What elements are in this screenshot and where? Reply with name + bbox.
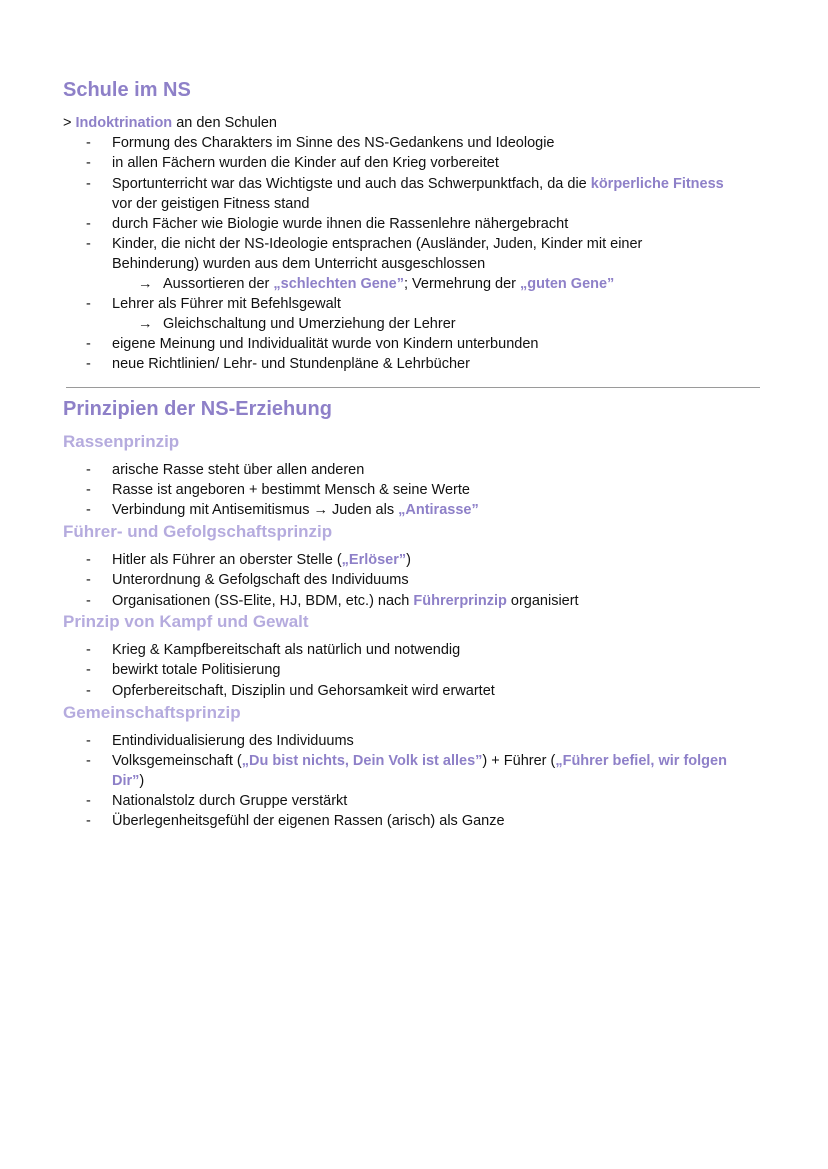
bullet-item: Entindividualisierung des Individuums bbox=[112, 733, 354, 749]
bullet-dash: - bbox=[86, 296, 91, 312]
bullet-item: eigene Meinung und Individualität wurde von Kindern unterbunden bbox=[112, 336, 539, 352]
bullet-item bbox=[112, 174, 724, 194]
bullet-item: Lehrer als Führer mit Befehlsgewalt bbox=[112, 296, 341, 312]
bullet-highlight: körperliche Fitness bbox=[590, 176, 724, 192]
arrow-icon: → bbox=[138, 316, 153, 332]
sub-text: Aussortieren der bbox=[163, 276, 274, 292]
bullet-item bbox=[112, 591, 579, 611]
bullet-highlight: Dir” bbox=[112, 773, 140, 789]
bullet-item: Krieg & Kampfbereitschaft als natürlich und notwendig bbox=[112, 642, 461, 658]
bullet-item: neue Richtlinien/ Lehr- und Stundenpläne & Lehrbücher bbox=[112, 356, 470, 372]
bullet-item-continuation bbox=[112, 771, 144, 791]
intro-prefix: > bbox=[63, 115, 76, 131]
bullet-dash: - bbox=[86, 336, 91, 352]
section-title-prinzipien: Prinzipien der NS-Erziehung bbox=[63, 398, 332, 420]
bullet-dash: - bbox=[86, 733, 91, 749]
bullet-dash: - bbox=[86, 236, 91, 252]
bullet-dash: - bbox=[86, 462, 91, 478]
intro-line bbox=[63, 113, 277, 133]
bullet-dash: - bbox=[86, 155, 91, 171]
bullet-dash: - bbox=[86, 683, 91, 699]
sub-item: Gleichschaltung und Umerziehung der Lehrer bbox=[163, 316, 456, 332]
bullet-highlight: Führerprinzip bbox=[413, 593, 507, 609]
bullet-highlight: „Du bist nichts, Dein Volk ist alles” bbox=[241, 753, 483, 769]
bullet-item: Unterordnung & Gefolgschaft des Individuums bbox=[112, 572, 409, 588]
bullet-item: durch Fächer wie Biologie wurde ihnen die Rassenlehre nähergebracht bbox=[112, 216, 569, 232]
bullet-dash: - bbox=[86, 642, 91, 658]
bullet-dash: - bbox=[86, 135, 91, 151]
bullet-dash: - bbox=[86, 793, 91, 809]
bullet-text: organisiert bbox=[506, 593, 579, 609]
bullet-highlight: „Antirasse” bbox=[398, 502, 479, 518]
bullet-item: Nationalstolz durch Gruppe verstärkt bbox=[112, 793, 348, 809]
bullet-text: ) + Führer ( bbox=[482, 753, 556, 769]
bullet-item-continuation: vor der geistigen Fitness stand bbox=[112, 196, 310, 212]
bullet-dash: - bbox=[86, 176, 91, 192]
bullet-dash: - bbox=[86, 216, 91, 232]
bullet-text: ) bbox=[406, 552, 411, 568]
subheading-kampfprinzip: Prinzip von Kampf und Gewalt bbox=[63, 612, 309, 631]
bullet-dash: - bbox=[86, 813, 91, 829]
bullet-dash: - bbox=[86, 572, 91, 588]
bullet-item: Überlegenheitsgefühl der eigenen Rassen (arisch) als Ganze bbox=[112, 813, 505, 829]
bullet-text: Sportunterricht war das Wichtigste und auch das Schwerpunktfach, da die bbox=[112, 176, 591, 192]
bullet-item bbox=[112, 500, 479, 520]
bullet-text: Organisationen (SS-Elite, HJ, BDM, etc.) nach bbox=[112, 593, 414, 609]
bullet-item: arische Rasse steht über allen anderen bbox=[112, 462, 365, 478]
bullet-item: Kinder, die nicht der NS-Ideologie entsprachen (Ausländer, Juden, Kinder mit einer bbox=[112, 236, 643, 252]
bullet-dash: - bbox=[86, 662, 91, 678]
section-title-schule: Schule im NS bbox=[63, 79, 191, 101]
bullet-highlight: „Führer befiel, wir folgen bbox=[555, 753, 727, 769]
bullet-text: ) bbox=[139, 773, 145, 789]
sub-highlight: „guten Gene” bbox=[520, 276, 615, 292]
bullet-item: Formung des Charakters im Sinne des NS-Gedankens und Ideologie bbox=[112, 135, 555, 151]
bullet-highlight: „Erlöser” bbox=[341, 552, 407, 568]
bullet-item: Opferbereitschaft, Disziplin und Gehorsamkeit wird erwartet bbox=[112, 683, 495, 699]
bullet-item bbox=[112, 550, 411, 570]
section-divider bbox=[66, 387, 760, 388]
sub-highlight: „schlechten Gene” bbox=[273, 276, 404, 292]
bullet-text: Verbindung mit Antisemitismus → Juden als bbox=[112, 502, 399, 518]
arrow-icon: → bbox=[138, 276, 153, 292]
subheading-rassenprinzip: Rassenprinzip bbox=[63, 432, 180, 451]
intro-highlight: Indoktrination bbox=[75, 115, 173, 131]
intro-suffix: an den Schulen bbox=[172, 115, 277, 131]
bullet-dash: - bbox=[86, 552, 91, 568]
bullet-item: bewirkt totale Politisierung bbox=[112, 662, 281, 678]
subheading-gemeinschaftsprinzip: Gemeinschaftsprinzip bbox=[63, 703, 241, 722]
bullet-dash: - bbox=[86, 502, 91, 518]
bullet-text: Hitler als Führer an oberster Stelle ( bbox=[112, 552, 342, 568]
bullet-dash: - bbox=[86, 593, 91, 609]
bullet-item bbox=[112, 751, 727, 771]
bullet-text: Volksgemeinschaft ( bbox=[112, 753, 242, 769]
bullet-dash: - bbox=[86, 482, 91, 498]
bullet-dash: - bbox=[86, 356, 91, 372]
sub-text: ; Vermehrung der bbox=[403, 276, 521, 292]
sub-item bbox=[163, 274, 614, 294]
subheading-fuehrerprinzip: Führer- und Gefolgschaftsprinzip bbox=[63, 522, 333, 541]
bullet-item-continuation: Behinderung) wurden aus dem Unterricht ausgeschlossen bbox=[112, 256, 486, 272]
bullet-dash: - bbox=[86, 753, 91, 769]
bullet-item: in allen Fächern wurden die Kinder auf den Krieg vorbereitet bbox=[112, 155, 499, 171]
bullet-item: Rasse ist angeboren + bestimmt Mensch & seine Werte bbox=[112, 482, 470, 498]
